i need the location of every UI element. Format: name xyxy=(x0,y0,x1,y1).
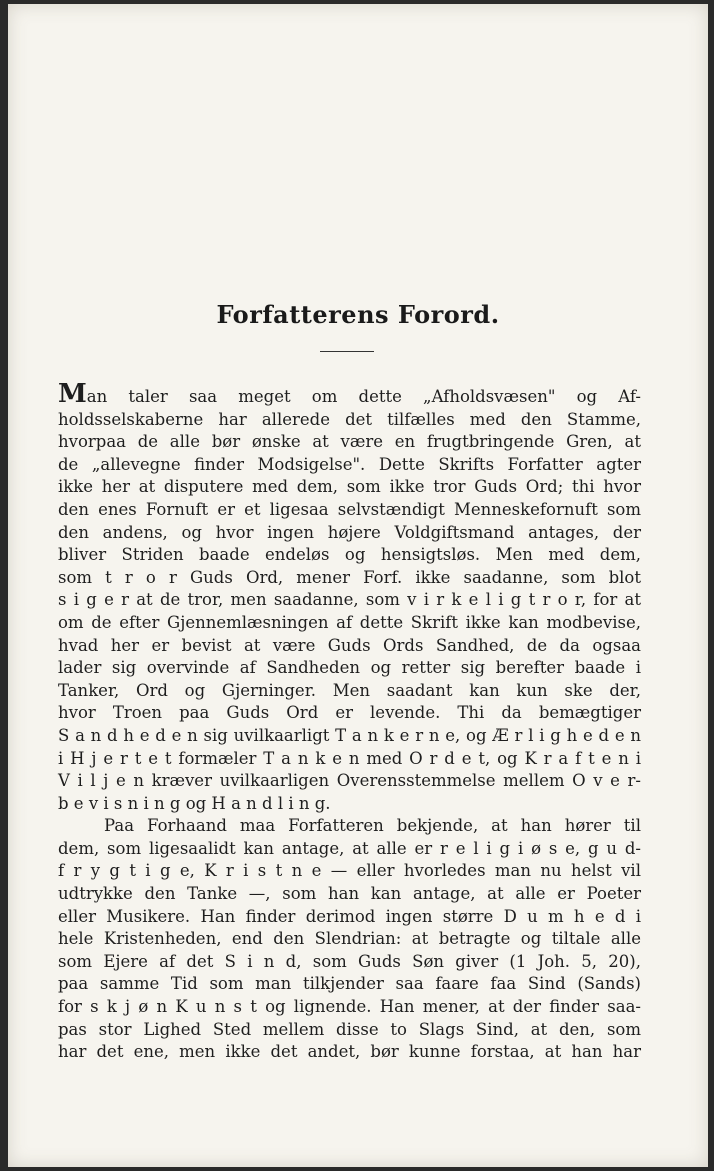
text-line: for s k j ø n K u n s t og lignende. Han mener, at der finder saa- xyxy=(58,997,641,1017)
body-text xyxy=(58,379,641,1064)
text-line: ikke her at disputere med dem, som ikke tror Guds Ord; thi hvor xyxy=(58,477,641,497)
text-line: hvorpaa de alle bør ønske at være en frugtbringende Gren, at xyxy=(58,432,641,452)
paragraph-2 xyxy=(58,815,641,1064)
paragraph-1 xyxy=(58,379,641,815)
text-line: paa samme Tid som man tilkjender saa faare faa Sind (Sands) xyxy=(58,974,641,994)
text-line: hele Kristenheden, end den Slendrian: at betragte og tiltale alle xyxy=(58,929,641,949)
text-line: udtrykke den Tanke —, som han kan antage, at alle er Poeter xyxy=(58,884,641,904)
text-line: holdsselskaberne har allerede det tilfælles med den Stamme, xyxy=(58,409,641,429)
text-line: den andens, og hvor ingen højere Voldgiftsmand antages, der xyxy=(58,522,641,542)
text-line: de „allevegne finder Modsigelse". Dette Skrifts Forfatter agter xyxy=(58,454,641,474)
text-line: S a n d h e d e n sig uvilkaarligt T a n k e r n e, og Æ r l i g h e d e n xyxy=(58,725,641,745)
text-line: hvad her er bevist at være Guds Ords Sandhed, de da ogsaa xyxy=(58,635,641,655)
text-line: V i l j e n kræver uvilkaarligen Overensstemmelse mellem O v e r- xyxy=(58,771,641,791)
page-title: Forfatterens Forord. xyxy=(216,300,500,329)
title-divider xyxy=(320,351,374,352)
text-line: lader sig overvinde af Sandheden og retter sig berefter baade i xyxy=(58,658,641,678)
text-line: som Ejere af det S i n d, som Guds Søn giver (1 Joh. 5, 20), xyxy=(58,951,641,971)
text-line: b e v i s n i n g og H a n d l i n g. xyxy=(58,793,331,813)
text-line: har det ene, men ikke det andet, bør kunne forstaa, at han har xyxy=(58,1042,641,1062)
text-line: i H j e r t e t formæler T a n k e n med O r d e t, og K r a f t e n i xyxy=(58,748,641,768)
text-line: eller Musikere. Han finder derimod ingen større D u m h e d i xyxy=(58,906,641,926)
text-line: f r y g t i g e, K r i s t n e — eller hvorledes man nu helst vil xyxy=(58,861,641,881)
drop-cap: M xyxy=(58,379,87,409)
text-line: dem, som ligesaalidt kan antage, at alle er r e l i g i ø s e, g u d- xyxy=(58,838,641,858)
text-line: hvor Troen paa Guds Ord er levende. Thi da bemægtiger xyxy=(58,703,641,723)
text-line: den enes Fornuft er et ligesaa selvstændigt Menneskefornuft som xyxy=(58,499,641,519)
text-line: som t r o r Guds Ord, mener Forf. ikke saadanne, som blot xyxy=(58,567,641,587)
text-line: pas stor Lighed Sted mellem disse to Slags Sind, at den, som xyxy=(58,1019,641,1039)
text-line: Man taler saa meget om dette „Afholdsvæsen" og Af- xyxy=(58,379,641,409)
text-line: Paa Forhaand maa Forfatteren bekjende, at han hører til xyxy=(104,816,641,836)
document-page xyxy=(8,4,708,1167)
text-line: om de efter Gjennemlæsningen af dette Skrift ikke kan modbevise, xyxy=(58,612,641,632)
text-line: Tanker, Ord og Gjerninger. Men saadant kan kun ske der, xyxy=(58,680,641,700)
text-line: s i g e r at de tror, men saadanne, som v i r k e l i g t r o r, for at xyxy=(58,590,641,610)
text-line: bliver Striden baade endeløs og hensigtsløs. Men med dem, xyxy=(58,545,641,565)
